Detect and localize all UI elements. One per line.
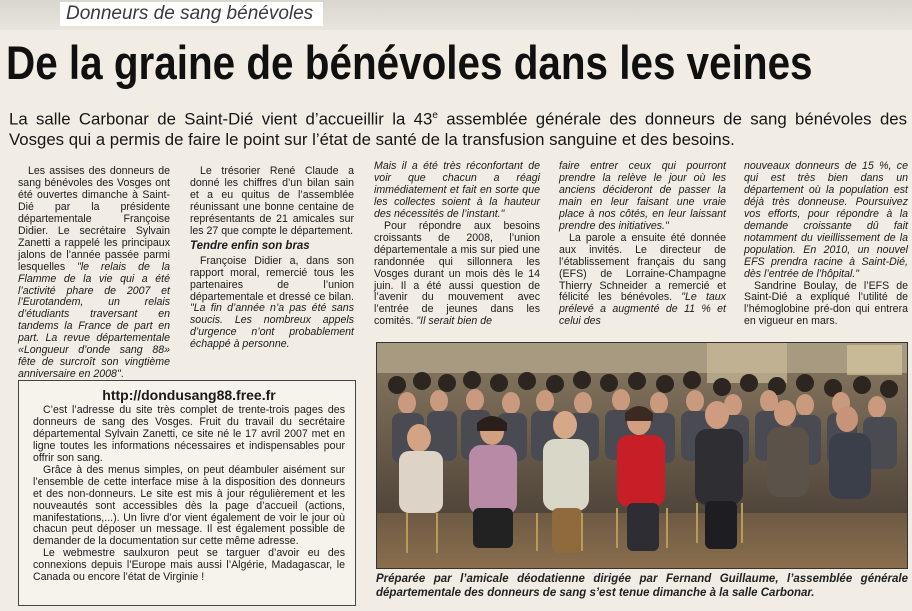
col1-text: Les assises des donneurs de sang bénévoles des Vosges ont été ouvertes dimanche à Saint-Dié par la présidente départementale Françoise Didier. Le secrétaire Sylvain Zanetti a rappelé les principaux jalons de l’année passée parmi lesquelles: [18, 165, 170, 273]
box-paragraph-3: Le webmestre saulxuron peut se targuer d’avoir eu des connexions depuis l’Europe mais aussi l’Algérie, Madagascar, le Canada ou encore l’état de Virginie !: [33, 547, 345, 584]
col4-quote: faire entrer ceux qui pourront prendre la relève le jour où les anciens décideront de passer la main en leur faisant une vraie place à nos côtés, en leur laissant prendre des initiatives.": [559, 160, 726, 232]
box-paragraph-1: C’est l’adresse du site très complet de trente-trois pages des donneurs de sang des Vosges. Fruit du travail du secrétaire départemental Sylvain Zanetti, ce site né le 17 avril 2007 met en ligne toutes les informations nécessaires et indispensables pour offrir son sang.: [33, 403, 345, 464]
col2-quote: "La fin d’année n’a pas été sans soucis. Les nombreux appels d’urgence n’ont probablement échappé à personne.: [190, 302, 354, 351]
column-4-paragraph-1: [559, 161, 726, 233]
box-paragraph-2: Grâce à des menus simples, on peut déambuler aisément sur l’ensemble de cette interface mise à la disposition des donneurs et des non-donneurs. Le site est mis à jour régulièrement et les nouveautés sont accessibles dès la page d’accueil (actions, manifestations,...). Un livre d’or vient également de voir le jour où chacun peut déposer un message. Il est également possible de demander de la documentation sur cette même adresse.: [33, 463, 345, 548]
column-3: [374, 161, 540, 328]
assembly-photo-illustration: [377, 343, 908, 569]
column-5-paragraph-2: Sandrine Boulay, de l’EFS de Saint-Dié a expliqué l’utilité de l’hémoglobine pré-don qui entrera en vigueur en mars.: [744, 279, 908, 328]
lead-superscript: e: [432, 110, 438, 121]
article-headline: De la graine de bénévoles dans les veines: [6, 36, 813, 89]
photo-caption: Préparée par l’amicale déodatienne dirigée par Fernand Guillaume, l’assemblée générale départementale des donneurs de sang s’est tenue dimanche à la salle Carbonar.: [376, 573, 908, 599]
column-1: [18, 166, 170, 381]
section-kicker: Donneurs de sang bénévoles: [60, 2, 323, 26]
lead-text-a: La salle Carbonar de Saint-Dié vient d’accueillir la 43: [9, 109, 433, 129]
col2-text: Françoise Didier a, dans son rapport moral, remercié tous les partenaires de l’union départementale et dressé ce bilan.: [190, 254, 354, 303]
column-3-paragraph-2: [374, 221, 540, 329]
col3-text: Pour répondre aux besoins croissants de 2008, l’union départementale a mis sur pied une randonnée qui sillonnera les Vosges durant un mois dès le 14 juin. Il a été aussi question de l’avenir du mouvement avec l’entrée de jeunes dans les comités.: [374, 219, 540, 328]
col3-quote-2: "Il serait bien de: [416, 315, 492, 328]
column-2-paragraph-2: [190, 256, 354, 352]
website-url: http://dondusang88.free.fr: [102, 387, 276, 403]
column-5: [744, 161, 908, 328]
column-subheading: Tendre enfin son bras: [190, 239, 310, 252]
assembly-photo: [376, 342, 908, 569]
col4-text: La parole a ensuite été donnée aux invités. Le directeur de l’établissement français du sang (EFS) de Lorraine-Champagne Thierry Schneider a remercié et félicité les bénévoles.: [559, 231, 726, 304]
lead-text-b: assemblée générale des donneurs de sang bénévoles des Vosges qui a permis de faire le point sur l’état de santé de la transfusion sanguine et des besoins.: [9, 109, 907, 149]
col3-quote: Mais il a été très réconfortant de voir que chacun a réagi immédiatement et fait en sorte que les collectes soient à la hauteur des nécessités de l’instant.": [374, 160, 540, 220]
article-lead: [9, 106, 907, 150]
column-1-paragraph: [18, 166, 170, 381]
column-2-paragraph-1: Le trésorier René Claude a donné les chiffres d’un bilan sain et a eu quitus de l’assemblée réunissant une bonne centaine de représentants de 21 amicales sur les 27 que compte le département.: [190, 165, 354, 237]
column-2: [190, 166, 354, 351]
col1-quote: "le relais de la Flamme de la vie qui a été l’activité phare de 2007 et l’Eurotandem, un relais d’étudiants traversant en tandems la France de part en part. La revue départementale «Longueur d’onde sang 88» fête de surcroît son vingtième anniversaire en 2008": [18, 260, 170, 381]
website-sidebar-box: [18, 380, 356, 606]
col5-quote: nouveaux donneurs de 15 %, ce qui est très bien dans un département où la population est déjà très donneuse. Poursuivez vos efforts, pour répondre à la demande croissante dû fait notamment du vieillissement de la population. En 2010, un nouvel EFS prendra racine à Saint-Dié, dès l’entrée de l’hôpital.": [744, 160, 908, 280]
col4-quote-2: "Le taux prélevé a augmenté de 11 % et celui des: [559, 291, 726, 328]
column-5-paragraph-1: [744, 161, 908, 281]
col1-end: .: [120, 368, 124, 381]
column-4-paragraph-2: [559, 233, 726, 329]
column-3-paragraph-1: [374, 161, 540, 221]
column-4: [559, 161, 726, 328]
